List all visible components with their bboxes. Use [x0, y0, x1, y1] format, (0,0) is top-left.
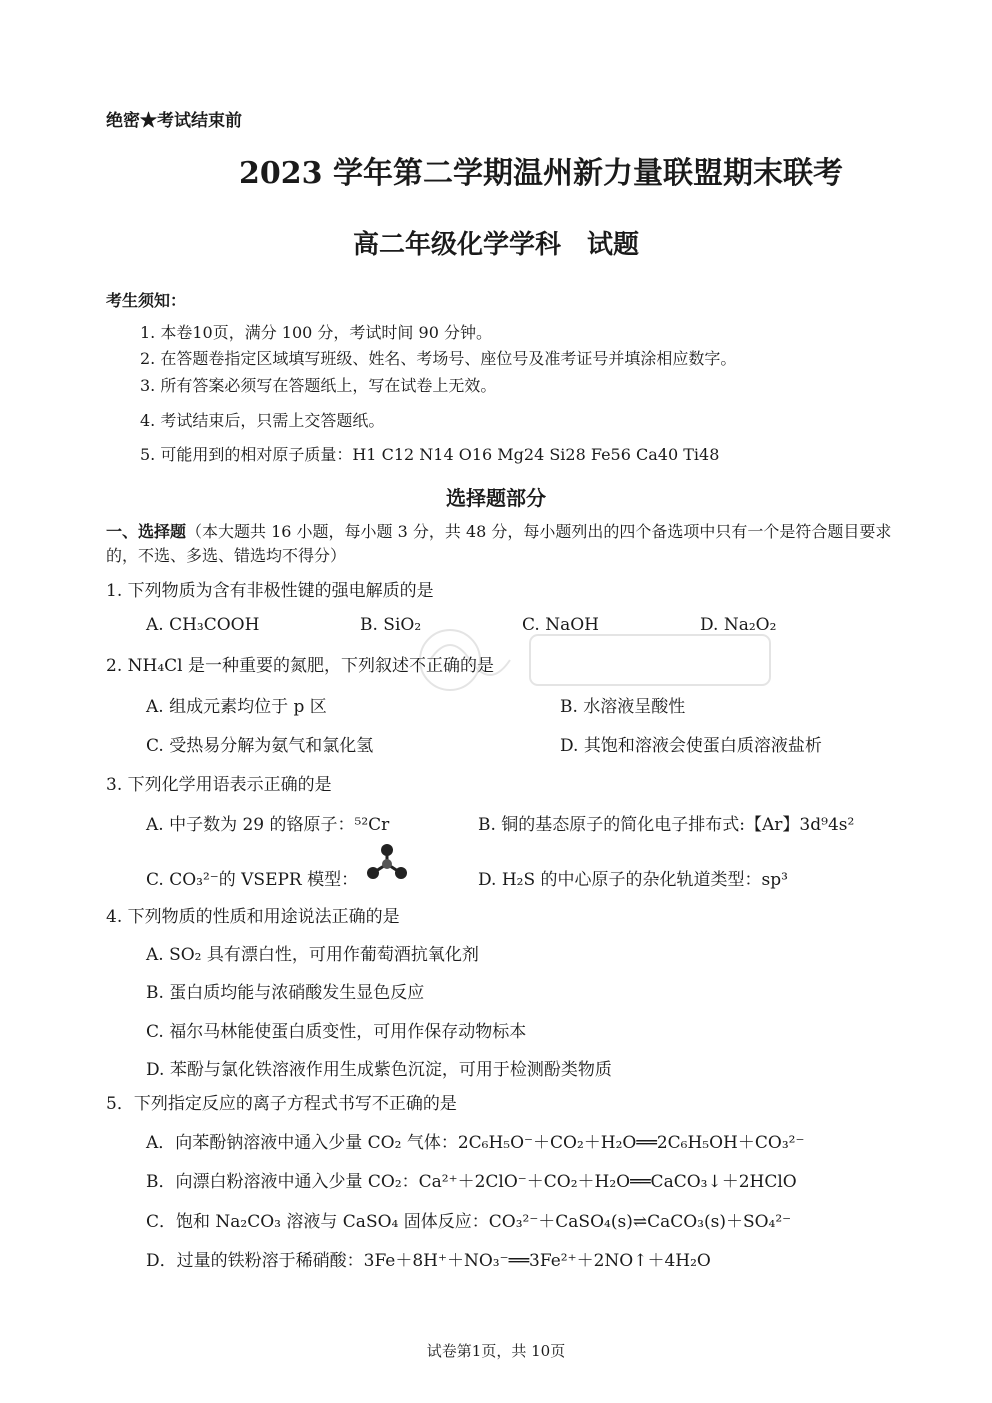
question-1-option-a: A. CH₃COOH — [146, 615, 260, 635]
question-4-option-a: A. SO₂ 具有漂白性，可用作葡萄酒抗氧化剂 — [146, 945, 479, 965]
question-5-option-a: A．向苯酚钠溶液中通入少量 CO₂ 气体：2C₆H₅O⁻＋CO₂＋H₂O══2C₆H₅OH＋CO₃²⁻ — [146, 1133, 805, 1153]
notice-item: 3. 所有答案必须写在答题纸上，写在试卷上无效。 — [140, 376, 497, 395]
notice-heading: 考生须知： — [106, 291, 187, 310]
question-5-option-b: B．向漂白粉溶液中通入少量 CO₂：Ca²⁺＋2ClO⁻＋CO₂＋H₂O══CaCO₃↓＋2HClO — [146, 1172, 797, 1192]
exam-title: 2023 学年第二学期温州新力量联盟期末联考 — [239, 156, 843, 191]
question-4-stem: 4. 下列物质的性质和用途说法正确的是 — [106, 907, 400, 927]
page-footer: 试卷第1页，共 10页 — [426, 1342, 566, 1360]
question-3-stem: 3. 下列化学用语表示正确的是 — [106, 775, 332, 795]
question-3-option-d: D. H₂S 的中心原子的杂化轨道类型：sp³ — [478, 870, 788, 890]
confidential-label: 绝密★考试结束前 — [106, 111, 242, 131]
question-3-option-a: A. 中子数为 29 的铬原子：⁵²Cr — [146, 815, 390, 835]
notice-item: 2. 在答题卷指定区域填写班级、姓名、考场号、座位号及准考证号并填涂相应数字。 — [140, 349, 737, 368]
question-1-stem: 1. 下列物质为含有非极性键的强电解质的是 — [106, 581, 434, 601]
question-5-option-c: C．饱和 Na₂CO₃ 溶液与 CaSO₄ 固体反应：CO₃²⁻＋CaSO₄(s)⇌CaCO₃(s)＋SO₄²⁻ — [146, 1212, 792, 1232]
question-4-option-b: B. 蛋白质均能与浓硝酸发生显色反应 — [146, 983, 425, 1003]
question-2-option-b: B. 水溶液呈酸性 — [560, 697, 686, 717]
notice-item: 4. 考试结束后，只需上交答题纸。 — [140, 411, 385, 430]
question-3-option-c: C. CO₃²⁻的 VSEPR 模型： — [146, 870, 359, 890]
question-1-option-c: C. NaOH — [522, 615, 599, 635]
vsepr-model-icon — [364, 842, 410, 882]
exam-subtitle: 高二年级化学学科 试题 — [352, 230, 639, 260]
question-2-stem: 2. NH₄Cl 是一种重要的氮肥，下列叙述不正确的是 — [106, 656, 494, 676]
question-3-option-b: B. 铜的基态原子的简化电子排布式:【Ar】3d⁹4s² — [478, 815, 855, 835]
question-4-option-c: C. 福尔马林能使蛋白质变性，可用作保存动物标本 — [146, 1022, 527, 1042]
question-5-option-d: D．过量的铁粉溶于稀硝酸：3Fe＋8H⁺＋NO₃⁻══3Fe²⁺＋2NO↑＋4H₂O — [146, 1251, 711, 1271]
notice-item: 1. 本卷10页，满分 100 分，考试时间 90 分钟。 — [140, 323, 492, 342]
question-2-option-d: D. 其饱和溶液会使蛋白质溶液盐析 — [560, 736, 822, 756]
section-instructions-text: （本大题共 16 小题，每小题 3 分，共 48 分，每小题列出的四个备选项中只有一个是符合题目要求的，不选、多选、错选均不得分） — [106, 522, 892, 565]
notice-item: 5. 可能用到的相对原子质量：H1 C12 N14 O16 Mg24 Si28 Fe56 Ca40 Ti48 — [140, 445, 720, 464]
question-4-option-d: D. 苯酚与氯化铁溶液作用生成紫色沉淀，可用于检测酚类物质 — [146, 1060, 612, 1080]
section-instructions — [106, 520, 906, 568]
watermark-logo — [410, 600, 790, 730]
question-5-stem: 5．下列指定反应的离子方程式书写不正确的是 — [106, 1094, 457, 1114]
question-2-option-c: C. 受热易分解为氨气和氯化氢 — [146, 736, 374, 756]
section-title: 选择题部分 — [446, 486, 546, 510]
question-1-option-d: D. Na₂O₂ — [700, 615, 777, 635]
question-1-option-b: B. SiO₂ — [360, 615, 422, 635]
section-instructions-label: 一、选择题 — [106, 522, 187, 541]
question-2-option-a: A. 组成元素均位于 p 区 — [146, 697, 327, 717]
